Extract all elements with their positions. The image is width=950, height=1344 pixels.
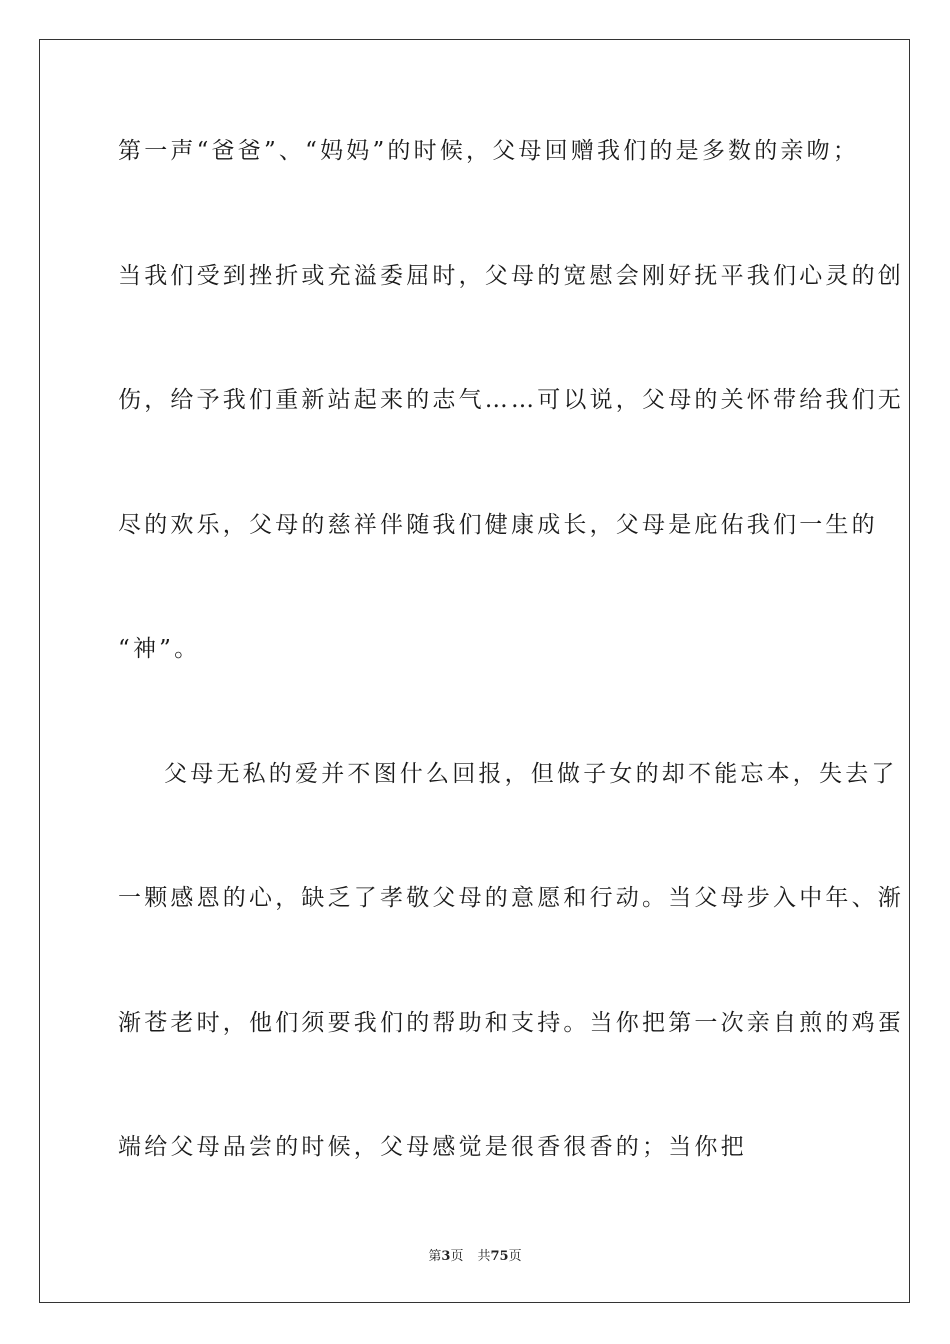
text-line-1: 第一声“爸爸”、“妈妈”的时候，父母回赠我们的是多数的亲吻； (118, 138, 860, 164)
text-line-4: 尽的欢乐，父母的慈祥伴随我们健康成长，父母是庇佑我们一生的 (118, 512, 878, 538)
page-number: 3 (441, 1249, 451, 1264)
text-line-5: “神”。 (118, 636, 201, 662)
paragraph-start-line: 父母无私的爱并不图什么回报，但做子女的却不能忘本，失去了 (164, 761, 898, 787)
text-line-9: 端给父母品尝的时候，父母感觉是很香很香的；当你把 (118, 1134, 747, 1160)
text-line-3: 伤，给予我们重新站起来的志气……可以说，父母的关怀带给我们无 (118, 387, 904, 413)
text-line-8: 渐苍老时，他们须要我们的帮助和支持。当你把第一次亲自煎的鸡蛋 (118, 1010, 904, 1036)
text-line-7: 一颗感恩的心，缺乏了孝敬父母的意愿和行动。当父母步入中年、渐 (118, 885, 904, 911)
total-prefix: 共 (477, 1249, 491, 1264)
page-border (39, 39, 910, 1303)
page-suffix: 页 (450, 1249, 464, 1264)
total-pages: 75 (490, 1249, 509, 1264)
total-suffix: 页 (508, 1249, 522, 1264)
page-footer (0, 1248, 950, 1266)
text-line-2: 当我们受到挫折或充溢委屈时，父母的宽慰会刚好抚平我们心灵的创 (118, 263, 904, 289)
page-prefix: 第 (428, 1249, 442, 1264)
